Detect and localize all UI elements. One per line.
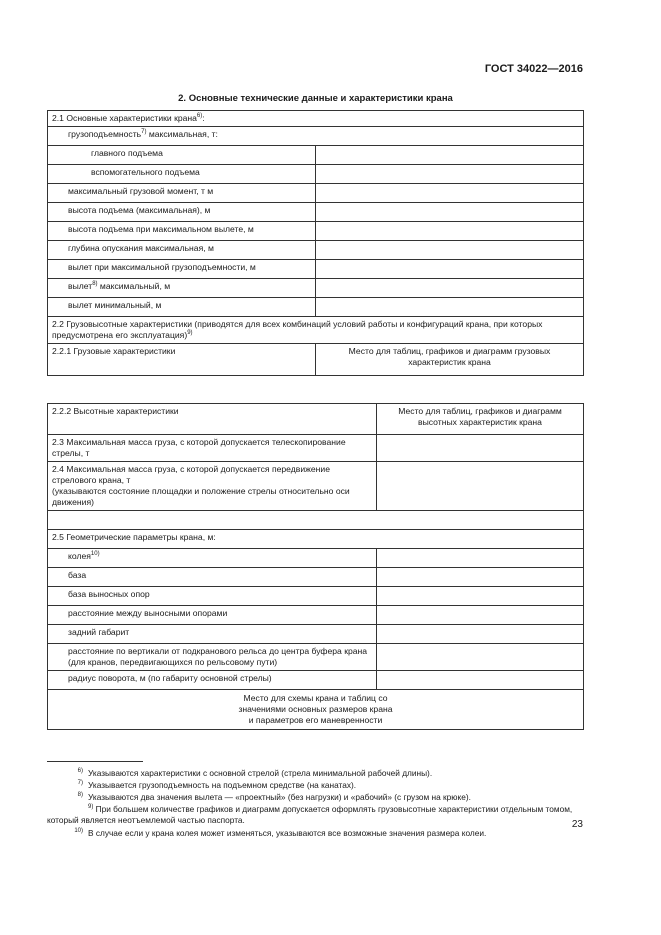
table-row	[48, 165, 584, 184]
row-2-4: 2.4 Максимальная масса груза, с которой допускается передвижение стрелового крана, т (указываются состояние площадки и положение стрелы относительно оси движения)	[48, 462, 377, 511]
table-row	[48, 644, 584, 671]
table-row	[48, 111, 584, 127]
table-row	[48, 146, 584, 165]
table-row	[48, 279, 584, 298]
table-row	[48, 690, 584, 730]
lift-height-label: высота подъема (максимальная), м	[48, 203, 316, 222]
reach-max-label: вылет$^{8)}$ максимальный, м	[48, 279, 316, 298]
height-geometry-table	[47, 403, 584, 730]
section-title: 2. Основные технические данные и характеристики крана	[178, 93, 453, 104]
value-cell	[316, 146, 584, 165]
table-row	[48, 625, 584, 644]
table-row	[48, 587, 584, 606]
main-characteristics-table	[47, 110, 584, 376]
table-row	[48, 568, 584, 587]
value-cell	[377, 625, 584, 644]
value-cell	[316, 279, 584, 298]
value-cell	[316, 260, 584, 279]
reach-max-capacity-label: вылет при максимальной грузоподъемности, м	[48, 260, 316, 279]
table-row	[48, 671, 584, 690]
value-cell	[377, 549, 584, 568]
table-row	[48, 241, 584, 260]
table-row	[48, 317, 584, 344]
crane-scheme-placeholder: Место для схемы крана и таблиц со значениями основных размеров крана и параметров его маневренности	[48, 690, 584, 730]
value-cell	[377, 462, 584, 511]
value-cell	[377, 587, 584, 606]
buffer-distance-label: расстояние по вертикали от подкранового рельса до центра буфера крана (для кранов, передвигающихся по рельсовому пути)	[48, 644, 377, 671]
value-cell	[316, 184, 584, 203]
value-cell	[316, 165, 584, 184]
height-chart-placeholder: Место для таблиц, графиков и диаграмм высотных характеристик крана	[377, 404, 584, 435]
footnote-6: $^{6)}$ Указываются характеристики с основной стрелой (стрела минимальной рабочей длины).	[77, 768, 433, 778]
value-cell	[377, 435, 584, 462]
value-cell	[377, 644, 584, 671]
table-row	[48, 203, 584, 222]
table-row	[48, 549, 584, 568]
blank-row	[48, 511, 584, 530]
table-row	[48, 127, 584, 146]
main-hoist-label: главного подъема	[48, 146, 316, 165]
row-2-2-1: 2.2.1 Грузовые характеристики	[48, 344, 316, 376]
wheelbase-label: база	[48, 568, 377, 587]
row-2-5: 2.5 Геометрические параметры крана, м:	[48, 530, 584, 549]
lift-height-max-reach-label: высота подъема при максимальном вылете, м	[48, 222, 316, 241]
value-cell	[316, 222, 584, 241]
footnote-10: $^{10)}$ В случае если у крана колея может изменяться, указываются все возможные значения размера колеи.	[74, 828, 487, 838]
table-row	[48, 260, 584, 279]
value-cell	[316, 203, 584, 222]
row-2-1: 2.1 Основные характеристики крана$^{6)}$:	[48, 111, 584, 127]
footnote-9: $^{9)}$ При большем количестве графиков и диаграмм допускается оформлять грузовысотные характеристики отдельным томом, который является неотъемлемой частью паспорта.	[47, 804, 573, 825]
value-cell	[377, 568, 584, 587]
table-row	[48, 184, 584, 203]
turning-radius-label: радиус поворота, м (по габариту основной стрелы)	[48, 671, 377, 690]
table-row	[48, 404, 584, 435]
footnote-8: $^{8)}$ Указываются два значения вылета — «проектный» (без нагрузки) и «рабочий» (с грузом на крюке).	[77, 792, 471, 802]
lowering-depth-label: глубина опускания максимальная, м	[48, 241, 316, 260]
outrigger-distance-label: расстояние между выносными опорами	[48, 606, 377, 625]
table-row	[48, 606, 584, 625]
load-chart-placeholder: Место для таблиц, графиков и диаграмм грузовых характеристик крана	[316, 344, 584, 376]
value-cell	[316, 241, 584, 260]
capacity-row: грузоподъемность$^{7)}$ максимальная, т:	[48, 127, 584, 146]
standard-number: ГОСТ 34022—2016	[484, 63, 583, 75]
row-2-2-2: 2.2.2 Высотные характеристики	[48, 404, 377, 435]
value-cell	[377, 606, 584, 625]
table-row	[48, 435, 584, 462]
page-number: 23	[571, 819, 583, 830]
row-2-2: 2.2 Грузовысотные характеристики (приводятся для всех комбинаций условий работы и конфигураций крана, при которых предусмотрена его эксплуатация)$^{9)}$	[48, 317, 584, 344]
outrigger-base-label: база выносных опор	[48, 587, 377, 606]
footnote-rule	[47, 761, 143, 762]
value-cell	[377, 671, 584, 690]
table-row	[48, 344, 584, 376]
reach-min-label: вылет минимальный, м	[48, 298, 316, 317]
table-row	[48, 530, 584, 549]
aux-hoist-label: вспомогательного подъема	[48, 165, 316, 184]
tail-clearance-label: задний габарит	[48, 625, 377, 644]
max-moment-label: максимальный грузовой момент, т м	[48, 184, 316, 203]
gauge-label: колея$^{10)}$	[48, 549, 377, 568]
table-row	[48, 511, 584, 530]
value-cell	[316, 298, 584, 317]
table-row	[48, 222, 584, 241]
table-row	[48, 462, 584, 511]
footnote-7: $^{7)}$ Указывается грузоподъемность на подъемном средстве (на канатах).	[77, 780, 357, 790]
row-2-3: 2.3 Максимальная масса груза, с которой допускается телескопирование стрелы, т	[48, 435, 377, 462]
table-row	[48, 298, 584, 317]
